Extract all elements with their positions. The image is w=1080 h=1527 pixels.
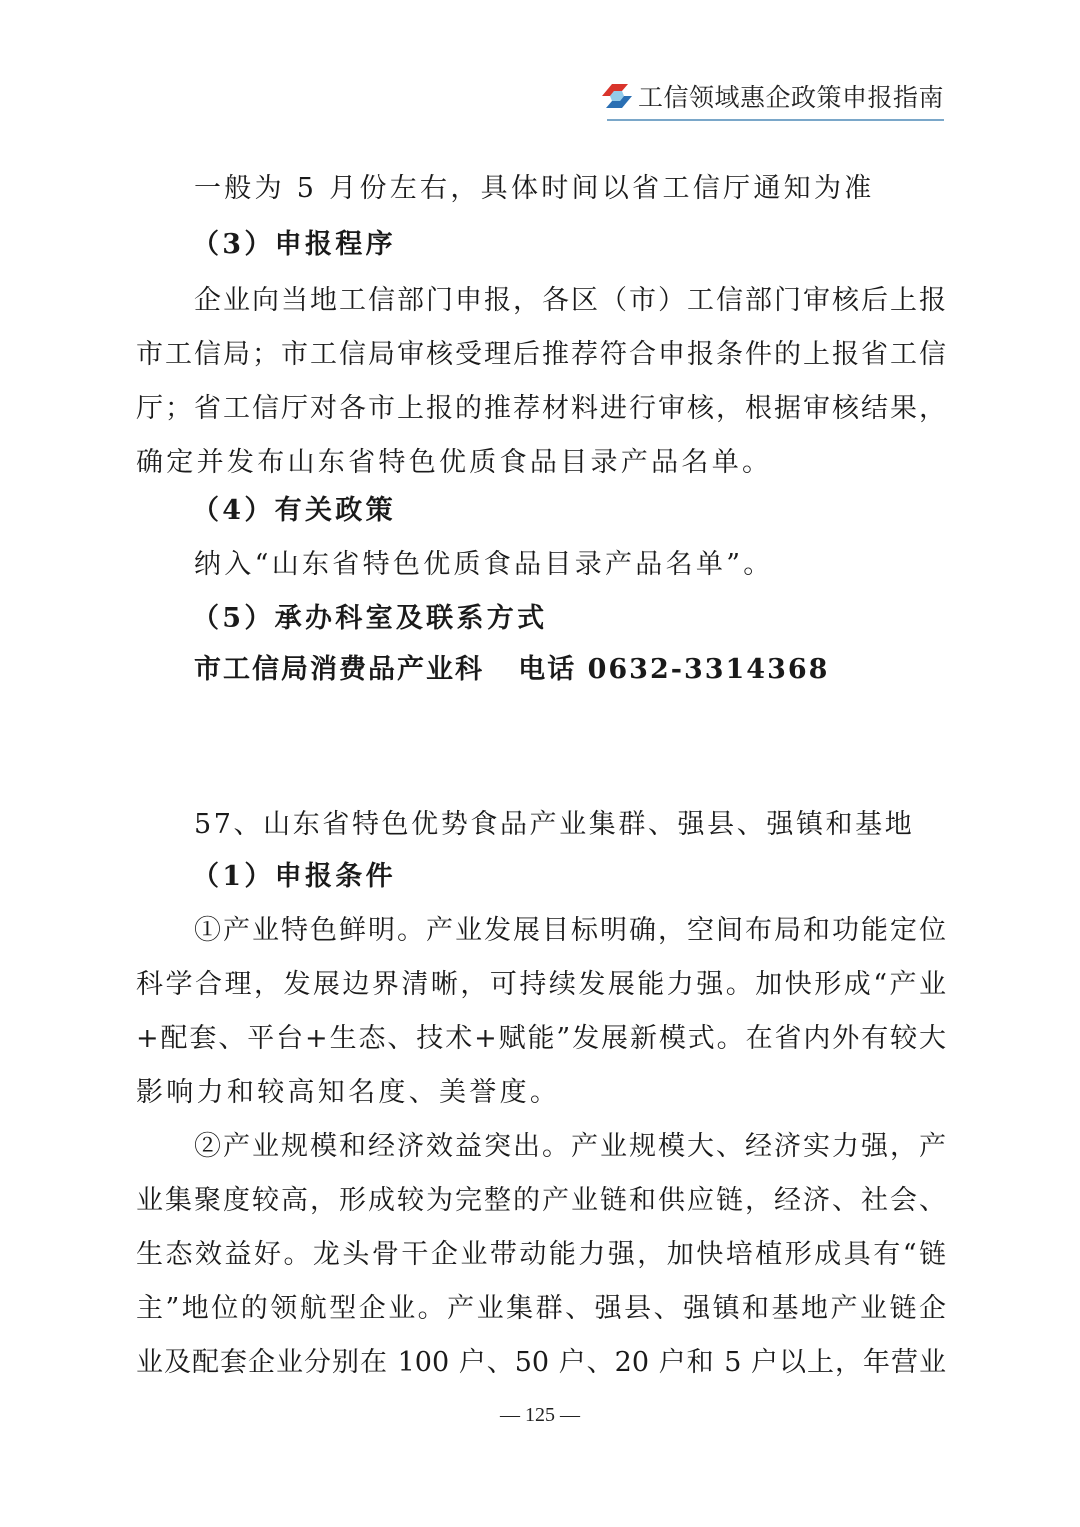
subheading-5: （5）承办科室及联系方式 [192, 603, 548, 634]
text-line: 业及配套企业分别在 100 户、50 户、20 户和 5 户以上，年营业 [136, 1347, 946, 1378]
text-line: 影响力和较高知名度、美誉度。 [136, 1077, 561, 1108]
contact-line: 市工信局消费品产业科 电话 0632-3314368 [194, 654, 830, 685]
text-line: 确定并发布山东省特色优质食品目录产品名单。 [136, 447, 773, 478]
text-line: 主”地位的领航型企业。产业集群、强县、强镇和基地产业链企 [136, 1293, 946, 1324]
page-number: — 125 — [500, 1404, 580, 1426]
text-line: 一般为 5 月份左右，具体时间以省工信厅通知为准 [194, 173, 875, 204]
text-line: +配套、平台+生态、技术+赋能”发展新模式。在省内外有较大 [136, 1023, 946, 1054]
subheading-3: （3）申报程序 [192, 229, 396, 260]
header-divider [607, 119, 944, 121]
text-line: ②产业规模和经济效益突出。产业规模大、经济实力强，产 [194, 1131, 946, 1162]
text-line: 厅；省工信厅对各市上报的推荐材料进行审核，根据审核结果， [136, 393, 946, 424]
text-line: 企业向当地工信部门申报，各区（市）工信部门审核后上报 [194, 285, 946, 316]
page-header [600, 78, 944, 114]
subheading-4: （4）有关政策 [192, 495, 396, 526]
section-title: 57、山东省特色优势食品产业集群、强县、强镇和基地 [194, 809, 915, 840]
text-line: 科学合理，发展边界清晰，可持续发展能力强。加快形成“产业 [136, 969, 946, 1000]
text-line: 生态效益好。龙头骨干企业带动能力强，加快培植形成具有“链 [136, 1239, 946, 1270]
text-line: 纳入“山东省特色优质食品目录产品名单”。 [194, 549, 774, 580]
subheading-1: （1）申报条件 [192, 861, 396, 892]
header-title: 工信领域惠企政策申报指南 [637, 83, 944, 112]
text-line: 业集聚度较高，形成较为完整的产业链和供应链，经济、社会、 [136, 1185, 946, 1216]
text-line: 市工信局；市工信局审核受理后推荐符合申报条件的上报省工信 [136, 339, 946, 370]
text-line: ①产业特色鲜明。产业发展目标明确，空间布局和功能定位 [194, 915, 946, 946]
arrow-cycle-logo-icon [600, 80, 634, 112]
